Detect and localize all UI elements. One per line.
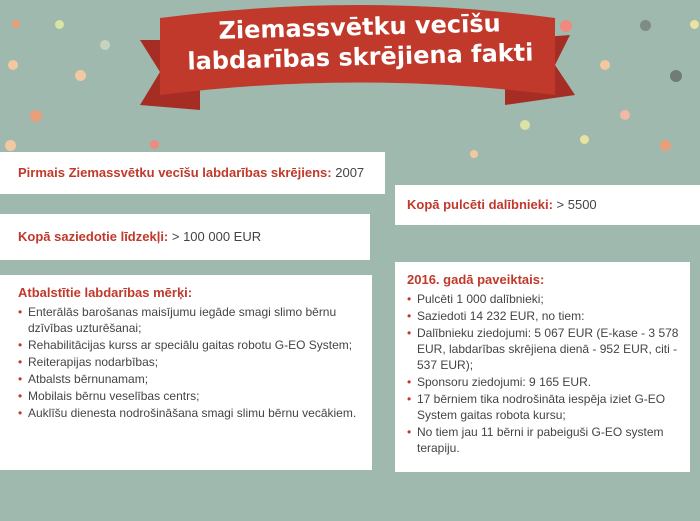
goal-item: • Reiterapijas nodarbības; — [18, 354, 362, 370]
achievements-list — [407, 291, 682, 456]
achievements-card — [395, 262, 690, 472]
achievement-item: • Dalībnieku ziedojumi: 5 067 EUR (E-kase - 3 578 EUR, labdarības skrējiena dienā - 952 EUR, citi - 537 EUR); — [407, 325, 682, 373]
goal-item: • Enterālās barošanas maisījumu iegāde smagi slimo bērnu dzīvības uzturēšanai; — [18, 304, 362, 336]
banner-title — [179, 7, 540, 76]
achievement-item: • Sponsoru ziedojumi: 9 165 EUR. — [407, 374, 682, 390]
achievements-heading: 2016. gadā paveiktais: — [407, 272, 545, 287]
goal-item: • Mobilais bērnu veselības centrs; — [18, 388, 362, 404]
goal-item: • Auklīšu dienesta nodrošināšana smagi slimu bērnu vecākiem. — [18, 405, 362, 421]
goal-item: • Atbalsts bērnunamam; — [18, 371, 362, 387]
banner-title-line1: Ziemassvētku vecīšu — [218, 9, 502, 45]
confetti-dot — [660, 140, 671, 151]
fact-participants-value: > 5500 — [552, 197, 597, 212]
fact-first-run-value: 2007 — [331, 165, 365, 180]
fact-participants — [395, 185, 700, 225]
goals-list — [18, 304, 362, 421]
goals-card — [0, 275, 372, 470]
goals-heading: Atbalstītie labdarības mērķi: — [18, 285, 193, 300]
achievement-item: • Pulcēti 1 000 dalībnieki; — [407, 291, 682, 307]
fact-total-donated — [0, 214, 370, 260]
confetti-dot — [470, 150, 478, 158]
achievement-item: • No tiem jau 11 bērni ir pabeiguši G-EO system terapiju. — [407, 424, 682, 456]
fact-total-donated-label: Kopā saziedotie līdzekļi: — [18, 229, 169, 244]
goal-item: • Rehabilitācijas kurss ar speciālu gaitas robotu G-EO System; — [18, 337, 362, 353]
fact-total-donated-value: > 100 000 EUR — [168, 229, 262, 244]
fact-participants-label: Kopā pulcēti dalībnieki: — [407, 197, 553, 212]
achievement-item: • Saziedoti 14 232 EUR, no tiem: — [407, 308, 682, 324]
fact-first-run-label: Pirmais Ziemassvētku vecīšu labdarības skrējiens: — [18, 165, 332, 180]
confetti-dot — [150, 140, 159, 149]
confetti-dot — [5, 140, 16, 151]
achievement-item: • 17 bērniem tika nodrošināta iespēja iziet G-EO System gaitas robota kursu; — [407, 391, 682, 423]
banner-title-line2: labdarības skrējiena fakti — [187, 38, 534, 76]
fact-first-run — [0, 152, 385, 194]
